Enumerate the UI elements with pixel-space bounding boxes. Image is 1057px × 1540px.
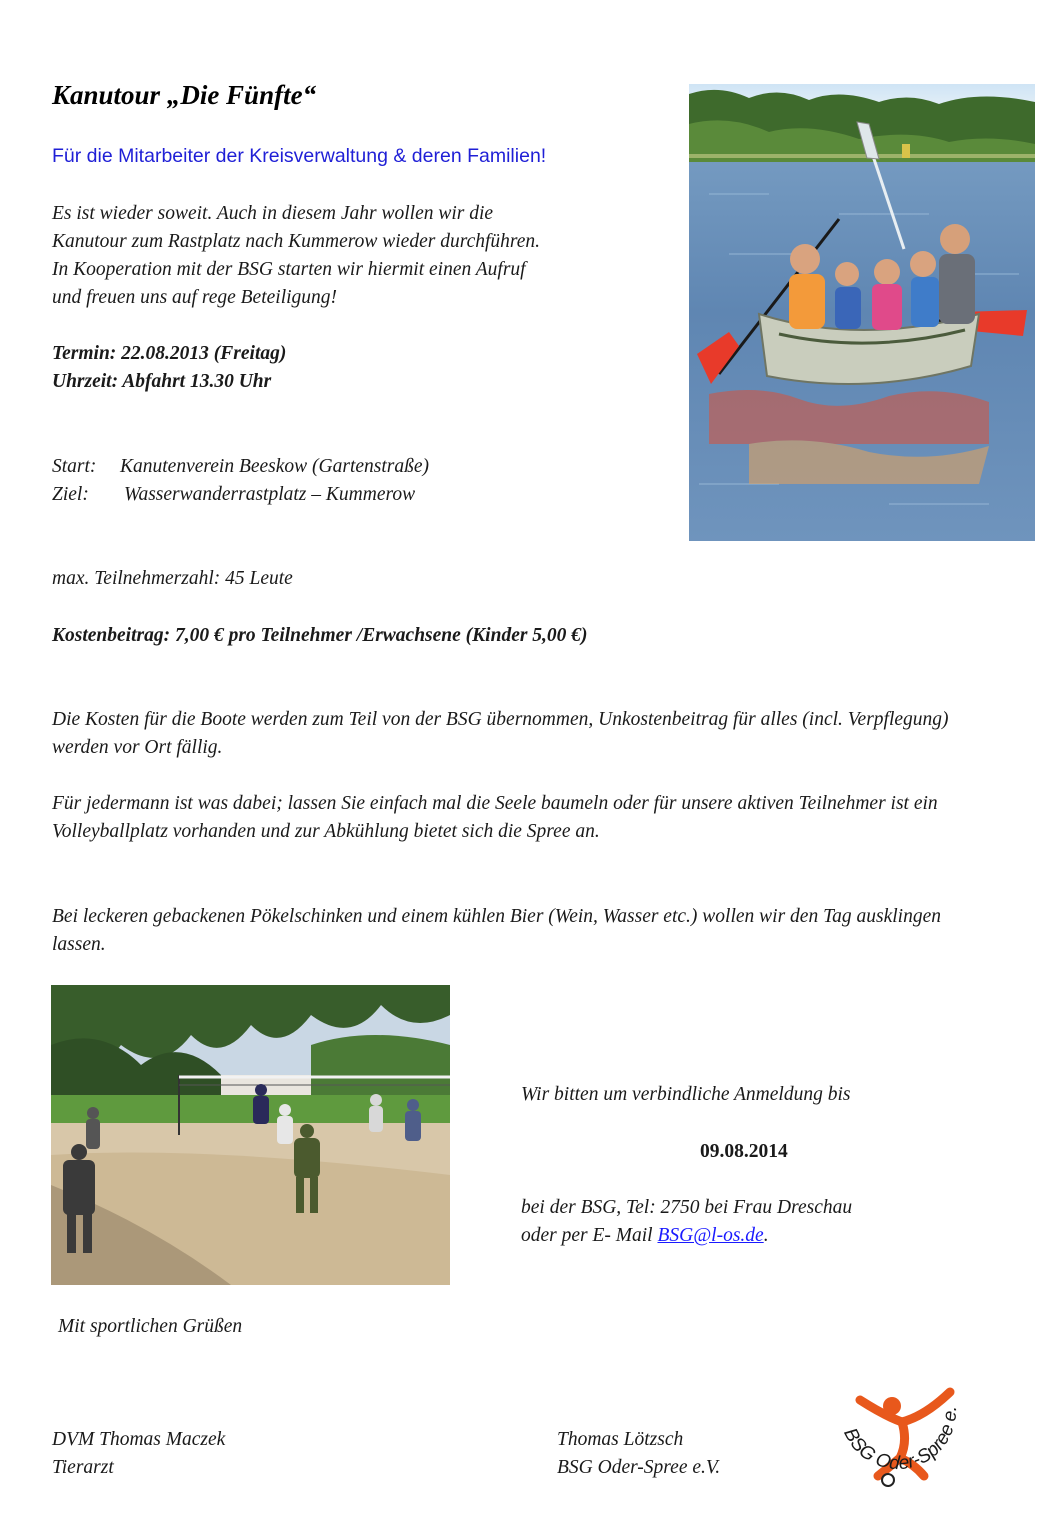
bsg-logo [830, 1372, 970, 1502]
schedule [52, 340, 286, 396]
goal-label: Ziel: [52, 484, 89, 505]
route [52, 453, 430, 509]
right-org: BSG Oder-Spree e.V. [557, 1457, 721, 1478]
closing-text: Mit sportlichen Grüßen [58, 1316, 243, 1337]
signature-left [52, 1426, 225, 1482]
registration-deadline: 09.08.2014 [700, 1141, 788, 1162]
start-label: Start: [52, 456, 97, 477]
registration-request: Wir bitten um verbindliche Anmeldung bis [521, 1084, 851, 1105]
left-name: DVM Thomas Maczek [52, 1429, 226, 1450]
activities-paragraph: Für jedermann ist was dabei; lassen Sie einfach mal die Seele baumeln oder für unsere aktiven Teilnehmer ist ein Volleyballplatz vorhanden und zur Abkühlung bietet sich die Spree an. [52, 793, 938, 842]
intro-line: In Kooperation mit der BSG starten wir hiermit einen Aufruf [52, 259, 526, 280]
page-title: Kanutour „Die Fünfte“ [52, 80, 317, 110]
page-subtitle: Für die Mitarbeiter der Kreisverwaltung & deren Familien! [52, 145, 547, 167]
intro-line: Kanutour zum Rastplatz nach Kummerow wieder durchführen. [52, 231, 541, 252]
food-paragraph: Bei leckeren gebackenen Pökelschinken und einem kühlen Bier (Wein, Wasser etc.) wollen wir den Tag ausklingen lassen. [52, 906, 941, 955]
registration-mail [521, 1222, 769, 1250]
signature-right [557, 1426, 720, 1482]
intro-line: und freuen uns auf rege Beteiligung! [52, 287, 338, 308]
left-role: Tierarzt [52, 1457, 114, 1478]
volleyball-photo [51, 985, 450, 1285]
start-value: Kanutenverein Beeskow (Gartenstraße) [120, 456, 430, 477]
logo-text: BSG Oder-Spree e. [839, 1405, 962, 1475]
goal-value: Wasserwanderrastplatz – Kummerow [124, 484, 416, 505]
intro-text [52, 200, 540, 312]
canoe-photo [689, 84, 1035, 541]
date-line: Termin: 22.08.2013 (Freitag) [52, 343, 287, 364]
registration-phone: bei der BSG, Tel: 2750 bei Frau Dreschau [521, 1197, 853, 1218]
mail-suffix: . [763, 1225, 769, 1246]
boats-paragraph: Die Kosten für die Boote werden zum Teil von der BSG übernommen, Unkostenbeitrag für alles (incl. Verpflegung) werden vor Ort fällig. [52, 709, 949, 758]
right-name: Thomas Lötzsch [557, 1429, 684, 1450]
email-link[interactable]: BSG@l-os.de [657, 1225, 764, 1246]
cost: Kostenbeitrag: 7,00 € pro Teilnehmer /Erwachsene (Kinder 5,00 €) [52, 625, 588, 646]
intro-line: Es ist wieder soweit. Auch in diesem Jahr wollen wir die [52, 203, 494, 224]
time-line: Uhrzeit: Abfahrt 13.30 Uhr [52, 371, 272, 392]
mail-prefix: oder per E- Mail [521, 1225, 658, 1246]
participants: max. Teilnehmerzahl: 45 Leute [52, 568, 293, 589]
